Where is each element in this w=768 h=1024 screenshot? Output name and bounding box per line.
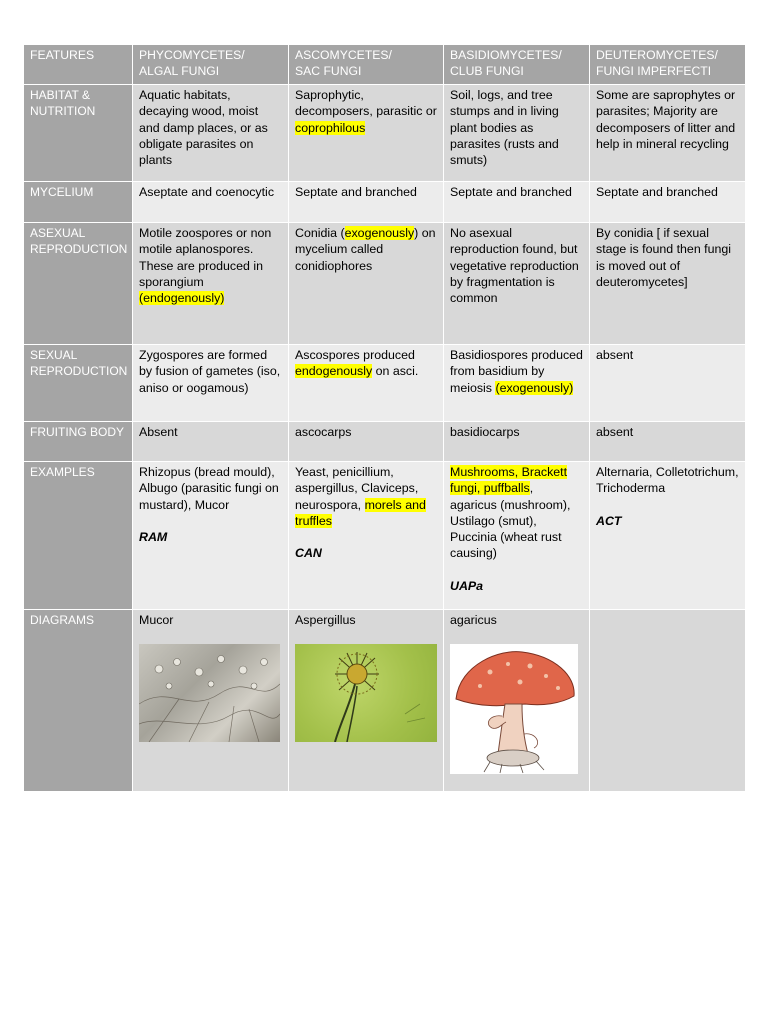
fungi-classification-table bbox=[23, 44, 746, 792]
aspergillus-illustration bbox=[295, 644, 437, 742]
header-line1: BASIDIOMYCETES/ bbox=[450, 48, 562, 62]
mnemonic: RAM bbox=[139, 529, 168, 544]
cell-basidio: Septate and branched bbox=[444, 182, 590, 223]
header-features bbox=[24, 45, 133, 85]
cell-basidio bbox=[444, 610, 590, 792]
cell-basidio: No asexual reproduction found, but vegetative reproduction by fragmentation is common bbox=[444, 223, 590, 345]
cell-text: Alternaria, Colletotrichum, Trichoderma bbox=[596, 465, 739, 496]
header-line2: ALGAL FUNGI bbox=[139, 64, 220, 79]
header-ascomycetes bbox=[289, 45, 444, 85]
header-line2: CLUB FUNGI bbox=[450, 64, 524, 79]
highlight-text: Mushrooms, Brackett fungi, puffballs bbox=[450, 465, 568, 496]
cell-text: ) on mycelium called conidiophores bbox=[295, 226, 436, 273]
row-examples bbox=[24, 462, 746, 610]
agaricus-image bbox=[450, 644, 583, 774]
cell-text: Yeast, penicillium, aspergillus, Claviceps, neurospora, bbox=[295, 465, 419, 512]
cell-text: Conidia ( bbox=[295, 226, 345, 240]
cell-basidio: basidiocarps bbox=[444, 422, 590, 462]
cell-deutero bbox=[590, 462, 746, 610]
cell-text: Saprophytic, decomposers, parasitic or bbox=[295, 88, 437, 119]
cell-text: on asci. bbox=[372, 364, 419, 379]
header-row bbox=[24, 45, 746, 85]
cell-text: Rhizopus (bread mould), Albugo (parasitic fungi on mustard), Mucor bbox=[139, 465, 279, 512]
header-phycomycetes bbox=[133, 45, 289, 85]
row-label: FRUITING BODY bbox=[24, 422, 133, 462]
cell-phyco: Zygospores are formed by fusion of gametes (iso, aniso or oogamous) bbox=[133, 345, 289, 422]
row-asexual bbox=[24, 223, 746, 345]
cell-asco bbox=[289, 345, 444, 422]
cell-deutero: absent bbox=[590, 422, 746, 462]
diagram-caption: agaricus bbox=[450, 613, 497, 627]
cell-asco: Septate and branched bbox=[289, 182, 444, 223]
cell-phyco bbox=[133, 462, 289, 610]
highlight-text: (exogenously) bbox=[495, 380, 574, 395]
row-label: EXAMPLES bbox=[24, 462, 133, 610]
highlight-text: morels and truffles bbox=[295, 497, 426, 528]
cell-deutero: absent bbox=[590, 345, 746, 422]
cell-asco bbox=[289, 610, 444, 792]
header-deuteromycetes bbox=[590, 45, 746, 85]
header-line1: PHYCOMYCETES/ bbox=[139, 48, 245, 62]
cell-phyco bbox=[133, 223, 289, 345]
mnemonic: ACT bbox=[596, 513, 622, 528]
cell-basidio bbox=[444, 462, 590, 610]
row-label: SEXUAL REPRODUCTION bbox=[24, 345, 133, 422]
cell-phyco: Aquatic habitats, decaying wood, moist and damp places, or as obligate parasites on plants bbox=[133, 85, 289, 182]
cell-asco: ascocarps bbox=[289, 422, 444, 462]
cell-text: , agaricus (mushroom), Ustilago (smut), Puccinia (wheat rust causing) bbox=[450, 481, 571, 561]
cell-asco bbox=[289, 223, 444, 345]
cell-deutero bbox=[590, 610, 746, 792]
cell-deutero: Septate and branched bbox=[590, 182, 746, 223]
mucor-illustration bbox=[139, 644, 280, 742]
highlight-text: coprophilous bbox=[295, 120, 366, 135]
mnemonic: CAN bbox=[295, 546, 322, 561]
header-line2: FUNGI IMPERFECTI bbox=[596, 64, 712, 79]
mucor-image bbox=[139, 644, 282, 742]
row-mycelium bbox=[24, 182, 746, 223]
cell-deutero: By conidia [ if sexual stage is found then fungi is moved out of deuteromycetes] bbox=[590, 223, 746, 345]
diagram-caption: Aspergillus bbox=[295, 613, 356, 627]
row-label: HABITAT & NUTRITION bbox=[24, 85, 133, 182]
cell-phyco: Absent bbox=[133, 422, 289, 462]
mnemonic: UAPa bbox=[450, 578, 484, 593]
highlight-text: (endogenously) bbox=[139, 291, 225, 306]
cell-text: Basidiospores produced from basidium by meiosis bbox=[450, 348, 583, 395]
row-diagrams bbox=[24, 610, 746, 792]
header-line1: DEUTEROMYCETES/ bbox=[596, 48, 718, 62]
row-fruiting-body bbox=[24, 422, 746, 462]
cell-text: Ascospores produced bbox=[295, 348, 415, 362]
cell-asco bbox=[289, 85, 444, 182]
row-habitat bbox=[24, 85, 746, 182]
cell-basidio bbox=[444, 345, 590, 422]
highlight-text: endogenously bbox=[295, 364, 373, 379]
diagram-caption: Mucor bbox=[139, 613, 174, 627]
cell-phyco: Aseptate and coenocytic bbox=[133, 182, 289, 223]
row-label: MYCELIUM bbox=[24, 182, 133, 223]
header-basidiomycetes bbox=[444, 45, 590, 85]
header-features-text: FEATURES bbox=[30, 48, 95, 62]
highlight-text: exogenously bbox=[344, 226, 415, 240]
cell-basidio: Soil, logs, and tree stumps and in living plant bodies as parasites (rusts and smuts) bbox=[444, 85, 590, 182]
row-label: ASEXUAL REPRODUCTION bbox=[24, 223, 133, 345]
cell-phyco bbox=[133, 610, 289, 792]
agaricus-illustration bbox=[450, 644, 578, 774]
header-line1: ASCOMYCETES/ bbox=[295, 48, 392, 62]
row-label: DIAGRAMS bbox=[24, 610, 133, 792]
cell-text: Motile zoospores or non motile aplanospores. These are produced in sporangium bbox=[139, 226, 272, 289]
header-line2: SAC FUNGI bbox=[295, 64, 362, 79]
cell-deutero: Some are saprophytes or parasites; Majority are decomposers of litter and help in mineral recycling bbox=[590, 85, 746, 182]
aspergillus-image bbox=[295, 644, 437, 742]
row-sexual bbox=[24, 345, 746, 422]
cell-asco bbox=[289, 462, 444, 610]
